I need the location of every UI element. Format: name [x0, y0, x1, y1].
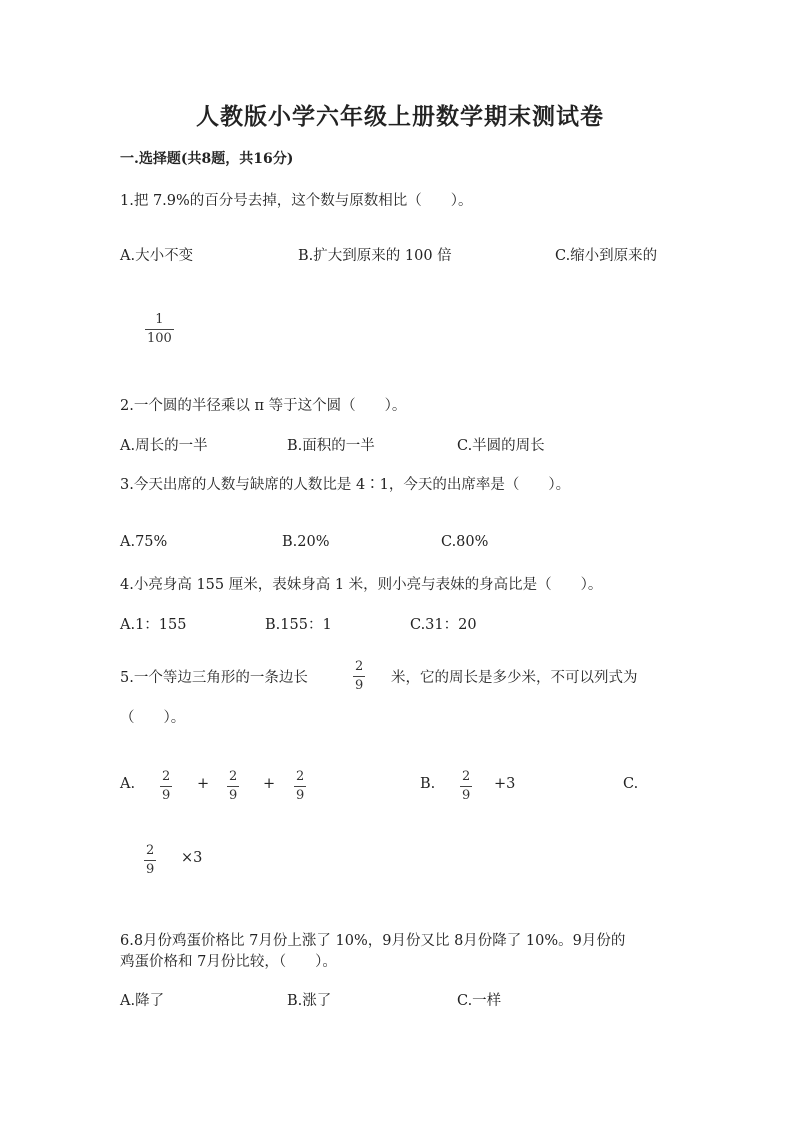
denominator: 100: [147, 331, 172, 346]
option-b: B.扩大到原来的 100 倍: [298, 248, 452, 264]
question-stem: 2.一个圆的半径乘以 π 等于这个圆（ ）。: [120, 398, 407, 414]
option-b: B.155：1: [265, 617, 332, 633]
numerator: 2: [229, 769, 238, 784]
denominator: 9: [355, 678, 364, 693]
option-b: B.20%: [282, 534, 330, 550]
numerator: 2: [296, 769, 305, 784]
denominator: 9: [229, 788, 238, 803]
option-c-tail: ×3: [181, 850, 203, 866]
numerator: 1: [155, 312, 164, 327]
denominator: 9: [296, 788, 305, 803]
option-c-label: C.: [623, 776, 639, 792]
question-stem: 5.一个等边三角形的一条边长: [120, 670, 308, 686]
numerator: 2: [162, 769, 171, 784]
option-b: B.面积的一半: [287, 438, 375, 454]
fraction-bar: [353, 676, 365, 677]
option-a: A.降了: [120, 993, 165, 1009]
question-stem: 6.8月份鸡蛋价格比 7月份上涨了 10%，9月份又比 8月份降了 10%。9月份的: [120, 933, 626, 949]
denominator: 9: [462, 788, 471, 803]
option-c: C.缩小到原来的: [555, 248, 658, 264]
page-title: 人教版小学六年级上册数学期末测试卷: [196, 103, 604, 130]
question-stem: 3.今天出席的人数与缺席的人数比是 4∶1，今天的出席率是（ ）。: [120, 477, 571, 493]
fraction: [294, 770, 306, 802]
fraction: [144, 844, 156, 876]
numerator: 2: [146, 843, 155, 858]
question-stem-line2: （ ）。: [120, 710, 186, 726]
option-b: B.涨了: [287, 993, 332, 1009]
fraction-bar: [144, 860, 156, 861]
fraction: [227, 770, 239, 802]
option-a-label: A.: [120, 776, 136, 792]
fraction: [160, 770, 172, 802]
denominator: 9: [162, 788, 171, 803]
option-a: A.75%: [120, 534, 168, 550]
option-a: A.大小不变: [120, 248, 194, 264]
fraction-bar: [160, 786, 172, 787]
option-c: C.31：20: [410, 617, 477, 633]
denominator: 9: [146, 862, 155, 877]
fraction-bar: [227, 786, 239, 787]
question-stem: 4.小亮身高 155 厘米，表妹身高 1 米，则小亮与表妹的身高比是（ ）。: [120, 577, 603, 593]
numerator: 2: [462, 769, 471, 784]
section-heading: 一.选择题(共8题，共16分): [120, 151, 294, 167]
question-stem-continued: 米，它的周长是多少米，不可以列式为: [391, 670, 638, 686]
numerator: 2: [355, 659, 364, 674]
fraction: [460, 770, 472, 802]
option-c: C.一样: [457, 993, 502, 1009]
fraction: [353, 660, 365, 692]
fraction-bar: [460, 786, 472, 787]
option-b-tail: +3: [494, 776, 516, 792]
option-b-label: B.: [420, 776, 436, 792]
fraction: [145, 313, 174, 345]
plus-sign: +: [197, 776, 210, 792]
fraction-bar: [294, 786, 306, 787]
question-stem: 1.把 7.9%的百分号去掉，这个数与原数相比（ ）。: [120, 193, 473, 209]
option-c: C.半圆的周长: [457, 438, 545, 454]
option-a: A.周长的一半: [120, 438, 208, 454]
fraction-bar: [145, 329, 174, 330]
question-stem-line2: 鸡蛋价格和 7月份比较，（ ）。: [120, 954, 337, 970]
plus-sign: +: [263, 776, 276, 792]
option-c: C.80%: [441, 534, 489, 550]
option-a: A.1：155: [120, 617, 187, 633]
